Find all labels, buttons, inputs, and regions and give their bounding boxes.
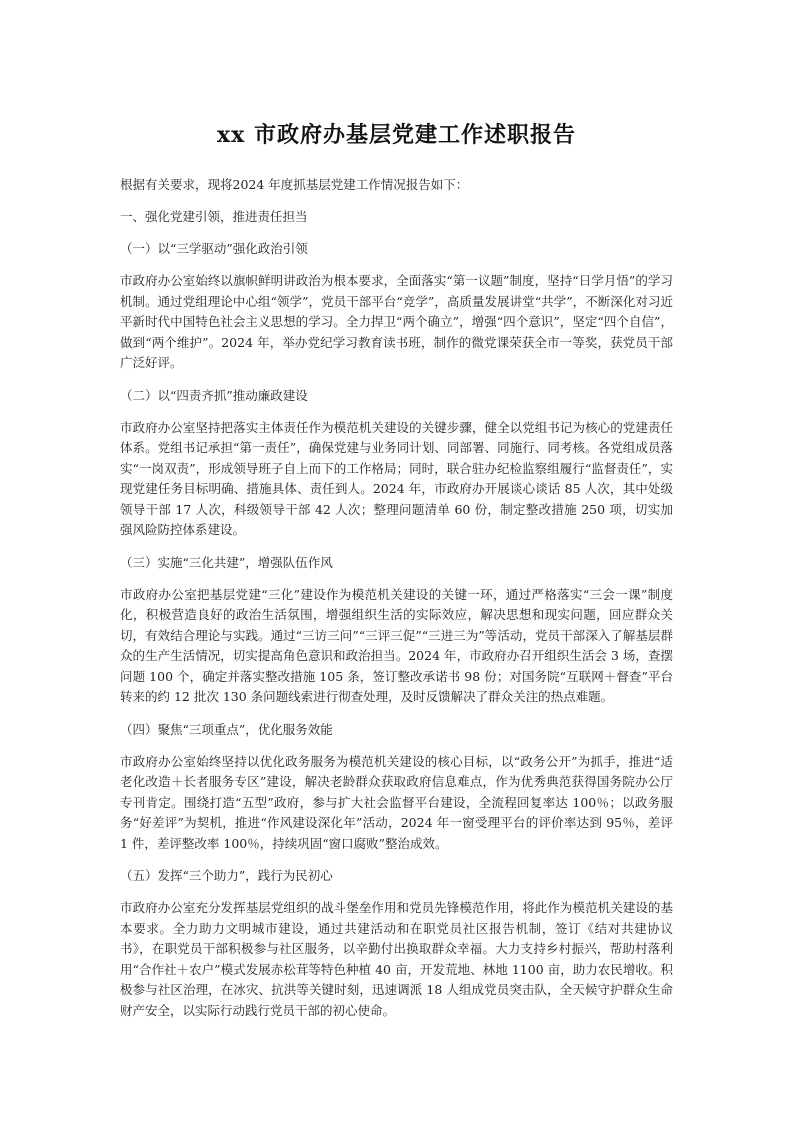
intro-paragraph: 根据有关要求，现将2024 年度抓基层党建工作情况报告如下：	[120, 177, 469, 192]
subsection-body-1: 市政府办公室始终以旗帜鲜明讲政治为根本要求，全面落实“第一议题”制度，坚持“日学月悟”的学习机制。通过党组理论中心组“领学”，党员干部平台“竞学”，高质量发展讲堂“共学”，不断深化对习近平新时代中国特色社会主义思想的学习。全力捍卫“两个确立”，增强“四个意识”，坚定“四个自信”，做到“两个维护”。2024 年，举办党纪学习教育读书班，制作的微党课荣获全市一等奖，获党员干部广泛好评。	[120, 273, 673, 370]
subsection-body-4: 市政府办公室始终坚持以优化政务服务为模范机关建设的核心目标，以“政务公开”为抓手，推进“适老化改造＋长者服务专区”建设，解决老龄群众获取政府信息难点，作为优秀典范获得国务院办公厅专刊肯定。围绕打造“五型”政府，参与扩大社会监督平台建设，全流程回复率达 100％；以政务服务“好差评”为契机，推进“作风建设深化年”活动，2024 年一窗受理平台的评价率达到 95％，差评 1 件，差评整改率 100％，持续巩固“窗口腐败”整治成效。	[120, 753, 673, 851]
subsection-heading-5: （五）发挥“三个助力”，践行为民初心	[120, 868, 333, 883]
subsection-heading-4: （四）聚焦“三项重点”，优化服务效能	[120, 721, 333, 737]
subsection-body-3: 市政府办公室把基层党建“三化”建设作为模范机关建设的关键一环，通过严格落实“三会一课”制度化，积极营造良好的政治生活氛围，增强组织生活的实际效应，解决思想和现实问题，回应群众关切，有效结合理论与实践。通过“三访三问”“三评三促”“三进三为”等活动，党员干部深入了解基层群众的生产生活情况，切实提高角色意识和政治担当。2024 年，市政府办召开组织生活会 3 场，查摆问题 100 个，确定并落实整改措施 105 条，签订整改承诺书 98 份；对国务院“互联网＋督查”平台转来的约 12 批次 130 条问题线索进行彻查处理，及时反馈解决了群众关注的热点难题。	[120, 586, 673, 704]
subsection-body-5: 市政府办公室充分发挥基层党组织的战斗堡垒作用和党员先锋模范作用，将此作为模范机关建设的基本要求。全力助力文明城市建设，通过共建活动和在职党员社区报告机制，签订《结对共建协议书》，在职党员干部积极参与社区服务，以辛勤付出换取群众幸福。大力支持乡村振兴，帮助村落利用“合作社＋农户”模式发展赤松茸等特色种植 40 亩，开发荒地、林地 1100 亩，助力农民增收。积极参与社区治理，在冰灾、抗洪等关键时刻，迅速调派 18 人组成党员突击队，全天候守护群众生命财产安全，以实际行动践行党员干部的初心使命。	[120, 900, 673, 1018]
subsection-heading-2: （二）以“四责齐抓”推动廉政建设	[120, 387, 308, 403]
subsection-body-2: 市政府办公室坚持把落实主体责任作为模范机关建设的关键步骤，健全以党组书记为核心的党建责任体系。党组书记承担“第一责任”，确保党建与业务同计划、同部署、同施行、同考核。各党组成员落实“一岗双责”，形成领导班子自上而下的工作格局；同时，联合驻办纪检监察组履行“监督责任”，实现党建任务目标明确、措施具体、责任到人。2024 年，市政府办开展谈心谈话 85 人次，其中处级领导干部 17 人次，科级领导干部 42 人次；整理问题清单 60 份，制定整改措施 250 项，切实加强风险防控体系建设。	[120, 419, 673, 537]
section-heading-1: 一、强化党建引领，推进责任担当	[120, 209, 308, 224]
document-title: xx 市政府办基层党建工作述职报告	[217, 122, 576, 148]
subsection-heading-3: （三）实施“三化共建”，增强队伍作风	[120, 554, 333, 570]
subsection-heading-1: （一）以“三学驱动”强化政治引领	[120, 241, 308, 256]
